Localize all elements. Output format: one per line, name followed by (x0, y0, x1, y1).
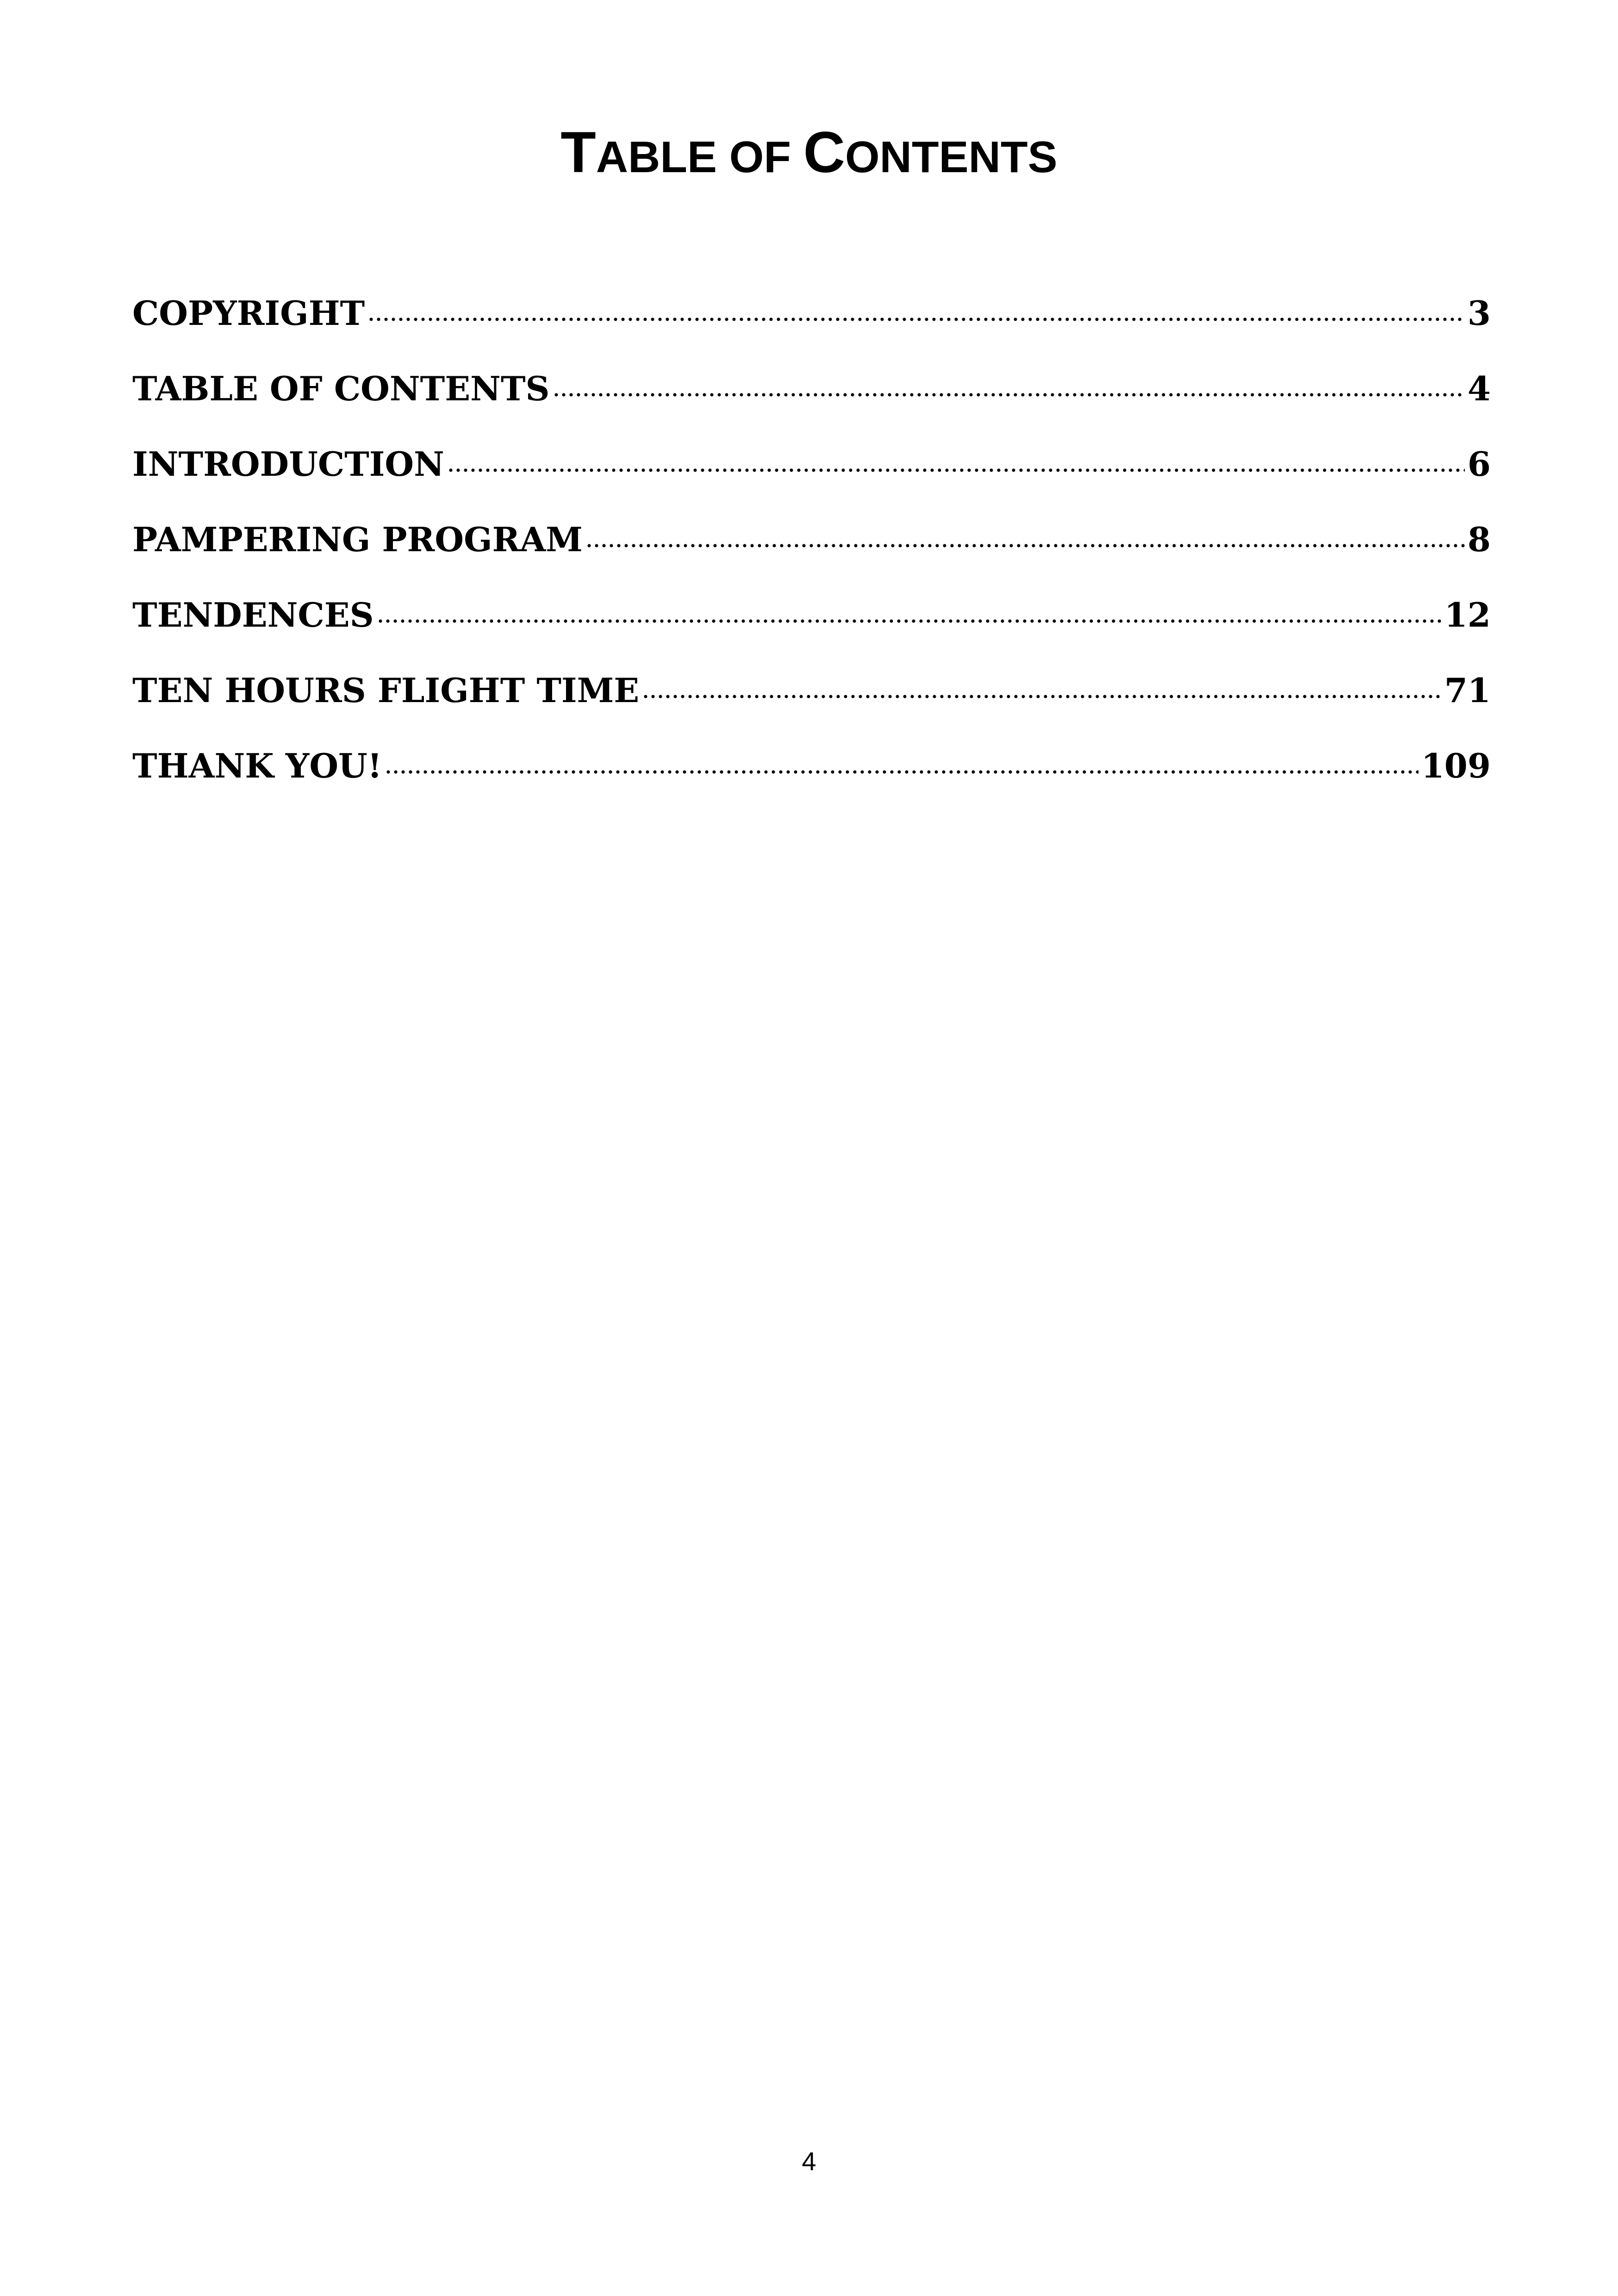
toc-entry[interactable] (132, 275, 1491, 351)
title-initial-1: T (560, 120, 596, 185)
toc-entry-label: PAMPERING PROGRAM (132, 520, 583, 559)
toc-entry[interactable] (132, 728, 1491, 803)
toc-entry-page: 4 (1467, 369, 1491, 408)
toc-entry-page: 3 (1467, 293, 1491, 333)
toc-entry[interactable] (132, 426, 1491, 502)
toc-entry-label: TABLE OF CONTENTS (132, 369, 550, 408)
toc-entry-page: 12 (1444, 595, 1491, 635)
toc-dot-leader (367, 315, 1465, 324)
title-smallcaps-1: ABLE OF (596, 132, 803, 182)
toc-entry-label: INTRODUCTION (132, 444, 444, 484)
toc-dot-leader (385, 767, 1418, 777)
toc-dot-leader (553, 390, 1465, 399)
toc-entry-page: 8 (1467, 520, 1491, 559)
toc-dot-leader (377, 616, 1442, 626)
toc-list (132, 275, 1491, 803)
toc-entry[interactable] (132, 653, 1491, 728)
toc-entry-page: 71 (1444, 671, 1491, 710)
toc-entry-page: 109 (1421, 746, 1491, 785)
toc-entry[interactable] (132, 502, 1491, 577)
toc-entry[interactable] (132, 577, 1491, 653)
toc-entry-label: THANK YOU! (132, 746, 382, 785)
toc-entry-label: TEN HOURS FLIGHT TIME (132, 671, 640, 710)
toc-entry[interactable] (132, 351, 1491, 426)
toc-dot-leader (642, 692, 1442, 701)
toc-dot-leader (447, 466, 1465, 475)
page-number: 4 (802, 2147, 816, 2176)
toc-entry-page: 6 (1467, 444, 1491, 484)
toc-entry-label: COPYRIGHT (132, 293, 365, 333)
page-title (0, 118, 1618, 192)
title-smallcaps-2: ONTENTS (845, 132, 1058, 182)
title-initial-2: C (803, 120, 845, 185)
toc-entry-label: TENDENCES (132, 595, 374, 635)
toc-dot-leader (585, 541, 1465, 550)
